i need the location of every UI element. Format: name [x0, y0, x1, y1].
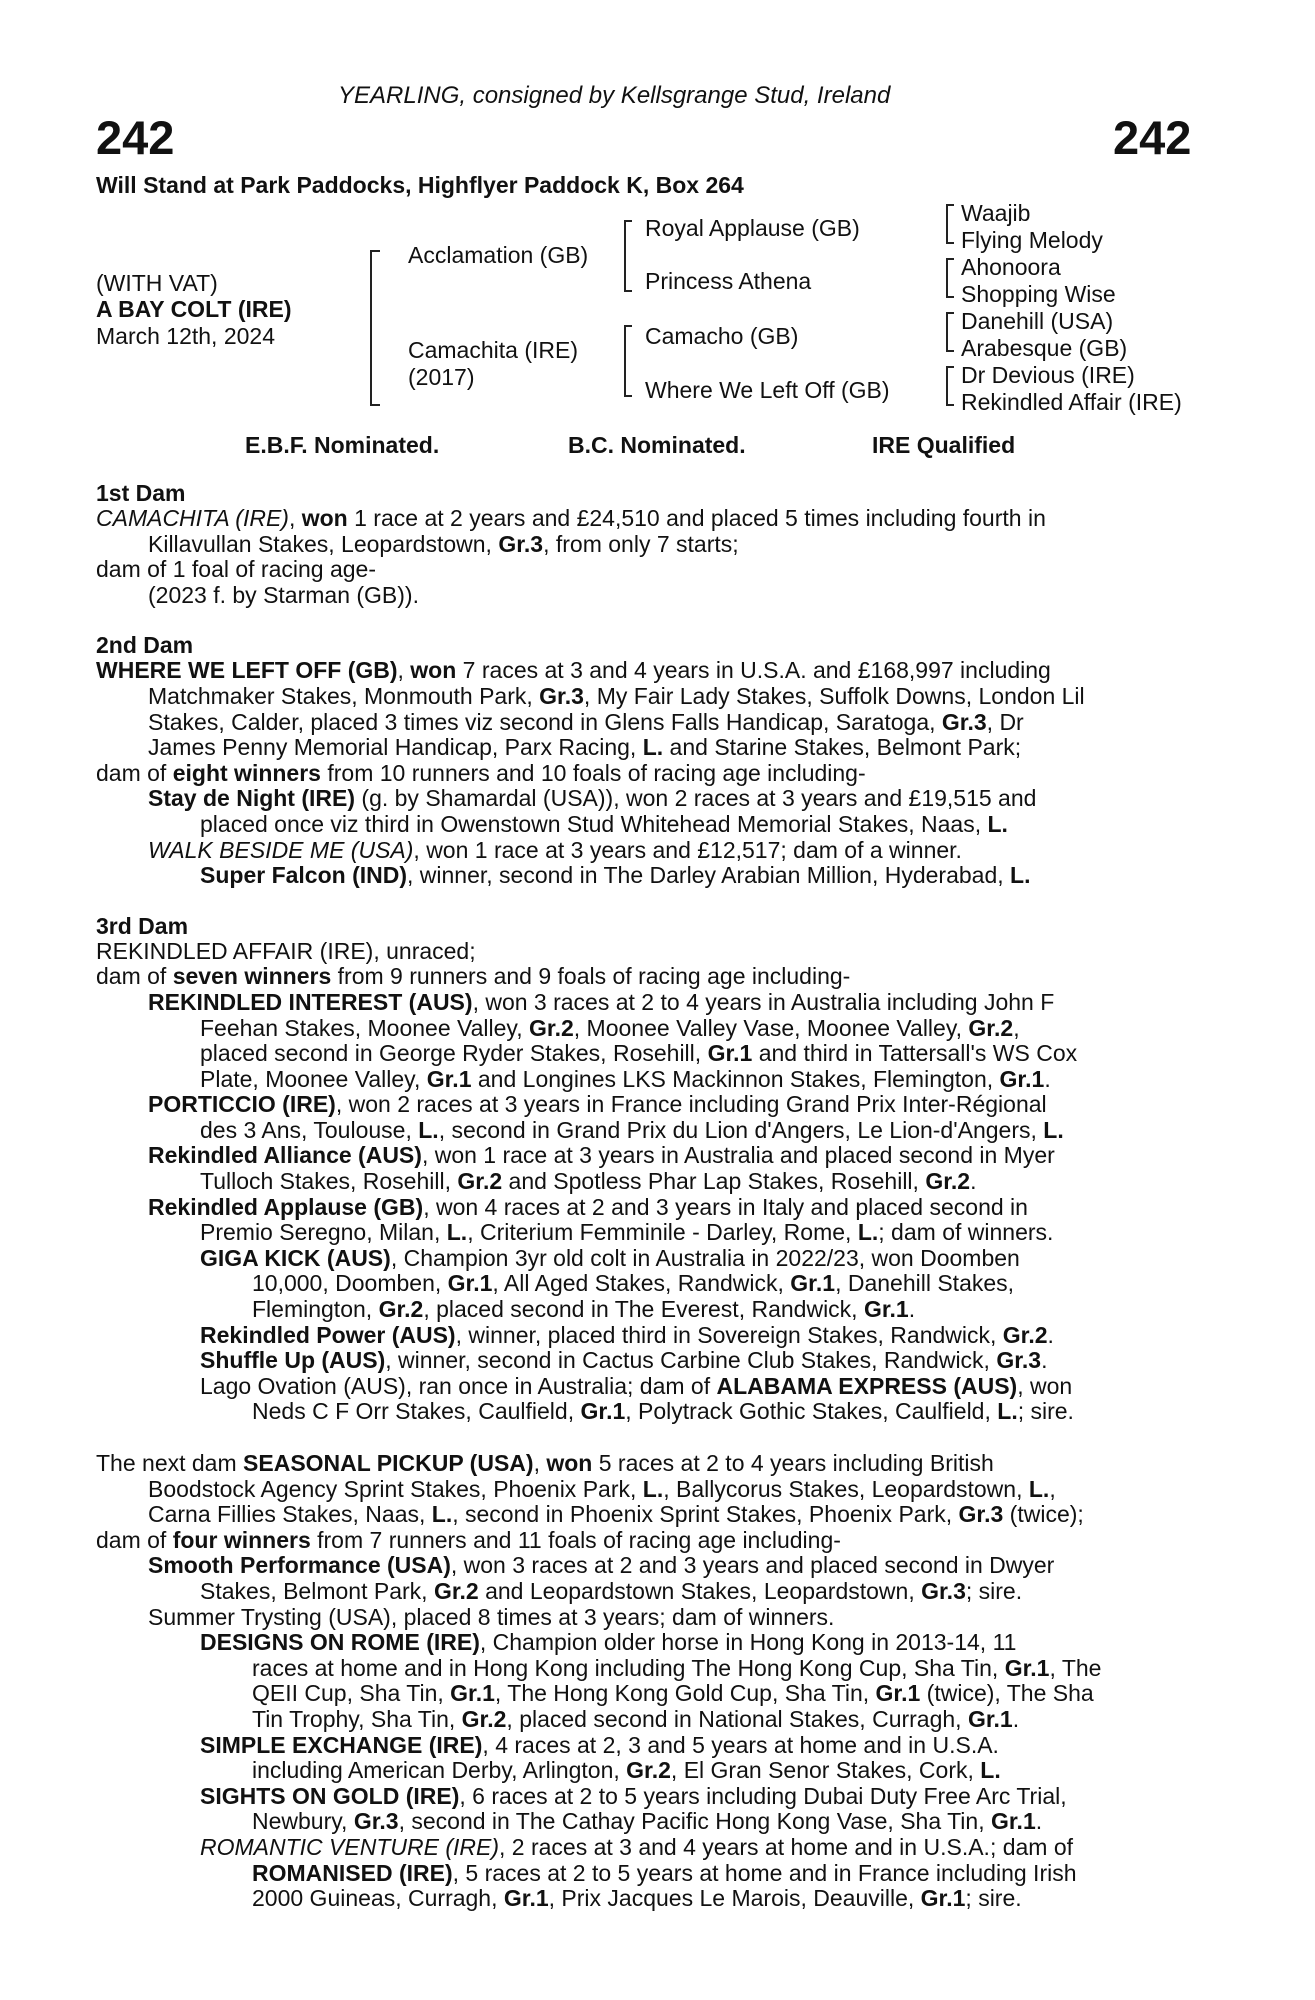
pedigree-brace-2b	[624, 325, 632, 397]
text-line: Premio Seregno, Milan, L., Criterium Femminile - Darley, Rome, L.; dam of winners.	[200, 1219, 1054, 1246]
text-line: Tulloch Stakes, Rosehill, Gr.2 and Spotless Phar Lap Stakes, Rosehill, Gr.2.	[200, 1168, 977, 1195]
text-line: WHERE WE LEFT OFF (GB), won 7 races at 3 and 4 years in U.S.A. and £168,997 including	[96, 657, 1051, 684]
pedigree-brace-3d	[946, 366, 954, 406]
pedigree-g1: Waajib	[961, 200, 1031, 226]
text-line: REKINDLED AFFAIR (IRE), unraced;	[96, 937, 476, 964]
text-line: dam of eight winners from 10 runners and 10 foals of racing age including-	[96, 759, 866, 786]
ire-qualified: IRE Qualified	[872, 432, 1016, 458]
text-line: Tin Trophy, Sha Tin, Gr.2, placed second in National Stakes, Curragh, Gr.1.	[252, 1705, 1020, 1732]
text-line: CAMACHITA (IRE), won 1 race at 2 years and £24,510 and placed 5 times including fourth in	[96, 505, 1046, 531]
text-line: Feehan Stakes, Moonee Valley, Gr.2, Moonee Valley Vase, Moonee Valley, Gr.2,	[200, 1014, 1020, 1041]
text-line: Stay de Night (IRE) (g. by Shamardal (USA)), won 2 races at 3 years and £19,515 and	[148, 785, 1037, 812]
consignment-line: YEARLING, consigned by Kellsgrange Stud, Ireland	[338, 82, 891, 109]
text-line: Super Falcon (IND), winner, second in The Darley Arabian Million, Hyderabad, L.	[200, 862, 1031, 889]
horse-name: A BAY COLT (IRE)	[96, 296, 292, 322]
text-line: Boodstock Agency Sprint Stakes, Phoenix Park, L., Ballycorus Stakes, Leopardstown, L.,	[148, 1475, 1056, 1502]
text-line: Rekindled Alliance (AUS), won 1 race at 3 years in Australia and placed second in Myer	[148, 1142, 1055, 1169]
pedigree-g4: Shopping Wise	[961, 281, 1116, 307]
text-line: Stakes, Calder, placed 3 times viz second in Glens Falls Handicap, Saratoga, Gr.3, Dr	[148, 708, 1024, 735]
text-line: ROMANISED (IRE), 5 races at 2 to 5 years at home and in France including Irish	[252, 1859, 1077, 1886]
pedigree-brace-3b	[946, 258, 954, 298]
foaling-date: March 12th, 2024	[96, 323, 276, 349]
lot-number-left: 242	[96, 111, 175, 164]
pedigree-brace-2a	[624, 220, 632, 292]
dam3-title: 3rd Dam	[96, 912, 189, 939]
text-line: Matchmaker Stakes, Monmouth Park, Gr.3, My Fair Lady Stakes, Suffolk Downs, London Lil	[148, 682, 1085, 709]
text-line: ROMANTIC VENTURE (IRE), 2 races at 3 and 4 years at home and in U.S.A.; dam of	[200, 1833, 1074, 1860]
text-line: Plate, Moonee Valley, Gr.1 and Longines LKS Mackinnon Stakes, Flemington, Gr.1.	[200, 1065, 1051, 1092]
text-line: placed once viz third in Owenstown Stud Whitehead Memorial Stakes, Naas, L.	[200, 810, 1008, 837]
pedigree-sire: Acclamation (GB)	[408, 242, 589, 268]
text-line: QEII Cup, Sha Tin, Gr.1, The Hong Kong Gold Cup, Sha Tin, Gr.1 (twice), The Sha	[252, 1680, 1094, 1707]
text-line: Newbury, Gr.3, second in The Cathay Pacific Hong Kong Vase, Sha Tin, Gr.1.	[252, 1808, 1043, 1835]
pedigree-g8: Rekindled Affair (IRE)	[961, 389, 1182, 415]
text-line: dam of four winners from 7 runners and 11 foals of racing age including-	[96, 1526, 841, 1553]
text-line: PORTICCIO (IRE), won 2 races at 3 years in France including Grand Prix Inter-Régional	[148, 1091, 1047, 1118]
pedigree-dam-sire: Camacho (GB)	[645, 323, 799, 349]
text-line: (2023 f. by Starman (GB)).	[148, 581, 419, 608]
ebf-nomination: E.B.F. Nominated.	[245, 432, 440, 458]
text-line: Summer Trysting (USA), placed 8 times at 3 years; dam of winners.	[148, 1603, 835, 1630]
pedigree-dam: Camachita (IRE)	[408, 337, 578, 363]
pedigree-g2: Flying Melody	[961, 227, 1103, 253]
section-gap	[96, 1425, 1206, 1451]
pedigree-brace-3a	[946, 204, 954, 244]
text-line: dam of 1 foal of racing age-	[96, 556, 376, 583]
pedigree-sire-dam: Princess Athena	[645, 268, 812, 294]
pedigree-brace-3c	[946, 312, 954, 352]
dam1-title: 1st Dam	[96, 480, 186, 506]
catalogue-body	[96, 480, 1206, 1912]
vat-note: (WITH VAT)	[96, 270, 218, 296]
pedigree-brace-1	[370, 250, 380, 406]
text-line: 10,000, Doomben, Gr.1, All Aged Stakes, Randwick, Gr.1, Danehill Stakes,	[252, 1270, 1015, 1297]
pedigree-g5: Danehill (USA)	[961, 308, 1114, 334]
text-line: des 3 Ans, Toulouse, L., second in Grand Prix du Lion d'Angers, Le Lion-d'Angers, L.	[200, 1116, 1064, 1143]
text-line: Rekindled Power (AUS), winner, placed third in Sovereign Stakes, Randwick, Gr.2.	[200, 1321, 1054, 1348]
text-line: dam of seven winners from 9 runners and 9 foals of racing age including-	[96, 963, 851, 990]
lot-number-right: 242	[1113, 111, 1192, 164]
pedigree-g7: Dr Devious (IRE)	[961, 362, 1135, 388]
text-line: 2000 Guineas, Curragh, Gr.1, Prix Jacques Le Marois, Deauville, Gr.1; sire.	[252, 1885, 1022, 1912]
text-line: James Penny Memorial Handicap, Parx Racing, L. and Starine Stakes, Belmont Park;	[148, 734, 1022, 761]
text-line: Flemington, Gr.2, placed second in The Everest, Randwick, Gr.1.	[252, 1296, 916, 1323]
text-line: REKINDLED INTEREST (AUS), won 3 races at 2 to 4 years in Australia including John F	[148, 988, 1055, 1015]
text-line: The next dam SEASONAL PICKUP (USA), won 5 races at 2 to 4 years including British	[96, 1450, 994, 1476]
text-line: Killavullan Stakes, Leopardstown, Gr.3, from only 7 starts;	[148, 530, 739, 557]
bc-nomination: B.C. Nominated.	[568, 432, 746, 458]
text-line: GIGA KICK (AUS), Champion 3yr old colt in Australia in 2022/23, won Doomben	[200, 1244, 1020, 1271]
pedigree-dam-dam: Where We Left Off (GB)	[645, 377, 890, 403]
text-line: Carna Fillies Stakes, Naas, L., second in Phoenix Sprint Stakes, Phoenix Park, Gr.3 (twice);	[148, 1501, 1084, 1528]
text-line: SIMPLE EXCHANGE (IRE), 4 races at 2, 3 and 5 years at home and in U.S.A.	[200, 1731, 999, 1758]
text-line: Stakes, Belmont Park, Gr.2 and Leopardstown Stakes, Leopardstown, Gr.3; sire.	[200, 1577, 1023, 1604]
text-line: Lago Ovation (AUS), ran once in Australia; dam of ALABAMA EXPRESS (AUS), won	[200, 1372, 1073, 1399]
text-line: placed second in George Ryder Stakes, Rosehill, Gr.1 and third in Tattersall's WS Cox	[200, 1040, 1078, 1067]
pedigree-dam-year: (2017)	[408, 364, 475, 390]
location-line: Will Stand at Park Paddocks, Highflyer Paddock K, Box 264	[96, 172, 744, 198]
pedigree-g3: Ahonoora	[961, 254, 1061, 280]
text-line: Rekindled Applause (GB), won 4 races at 2 and 3 years in Italy and placed second in	[148, 1193, 1028, 1220]
pedigree-sire-sire: Royal Applause (GB)	[645, 215, 860, 241]
text-line: races at home and in Hong Kong including The Hong Kong Cup, Sha Tin, Gr.1, The	[252, 1654, 1102, 1681]
pedigree-g6: Arabesque (GB)	[961, 335, 1128, 361]
text-line: Smooth Performance (USA), won 3 races at 2 and 3 years and placed second in Dwyer	[148, 1552, 1055, 1579]
text-line: DESIGNS ON ROME (IRE), Champion older horse in Hong Kong in 2013-14, 11	[200, 1629, 1017, 1656]
text-line: Neds C F Orr Stakes, Caulfield, Gr.1, Polytrack Gothic Stakes, Caulfield, L.; sire.	[252, 1398, 1074, 1425]
text-line: Shuffle Up (AUS), winner, second in Cactus Carbine Club Stakes, Randwick, Gr.3.	[200, 1347, 1048, 1374]
text-line: including American Derby, Arlington, Gr.2, El Gran Senor Stakes, Cork, L.	[252, 1757, 1001, 1784]
text-line: SIGHTS ON GOLD (IRE), 6 races at 2 to 5 years including Dubai Duty Free Arc Trial,	[200, 1782, 1067, 1809]
text-line: WALK BESIDE ME (USA), won 1 race at 3 years and £12,517; dam of a winner.	[148, 836, 962, 863]
dam2-title: 2nd Dam	[96, 632, 194, 659]
